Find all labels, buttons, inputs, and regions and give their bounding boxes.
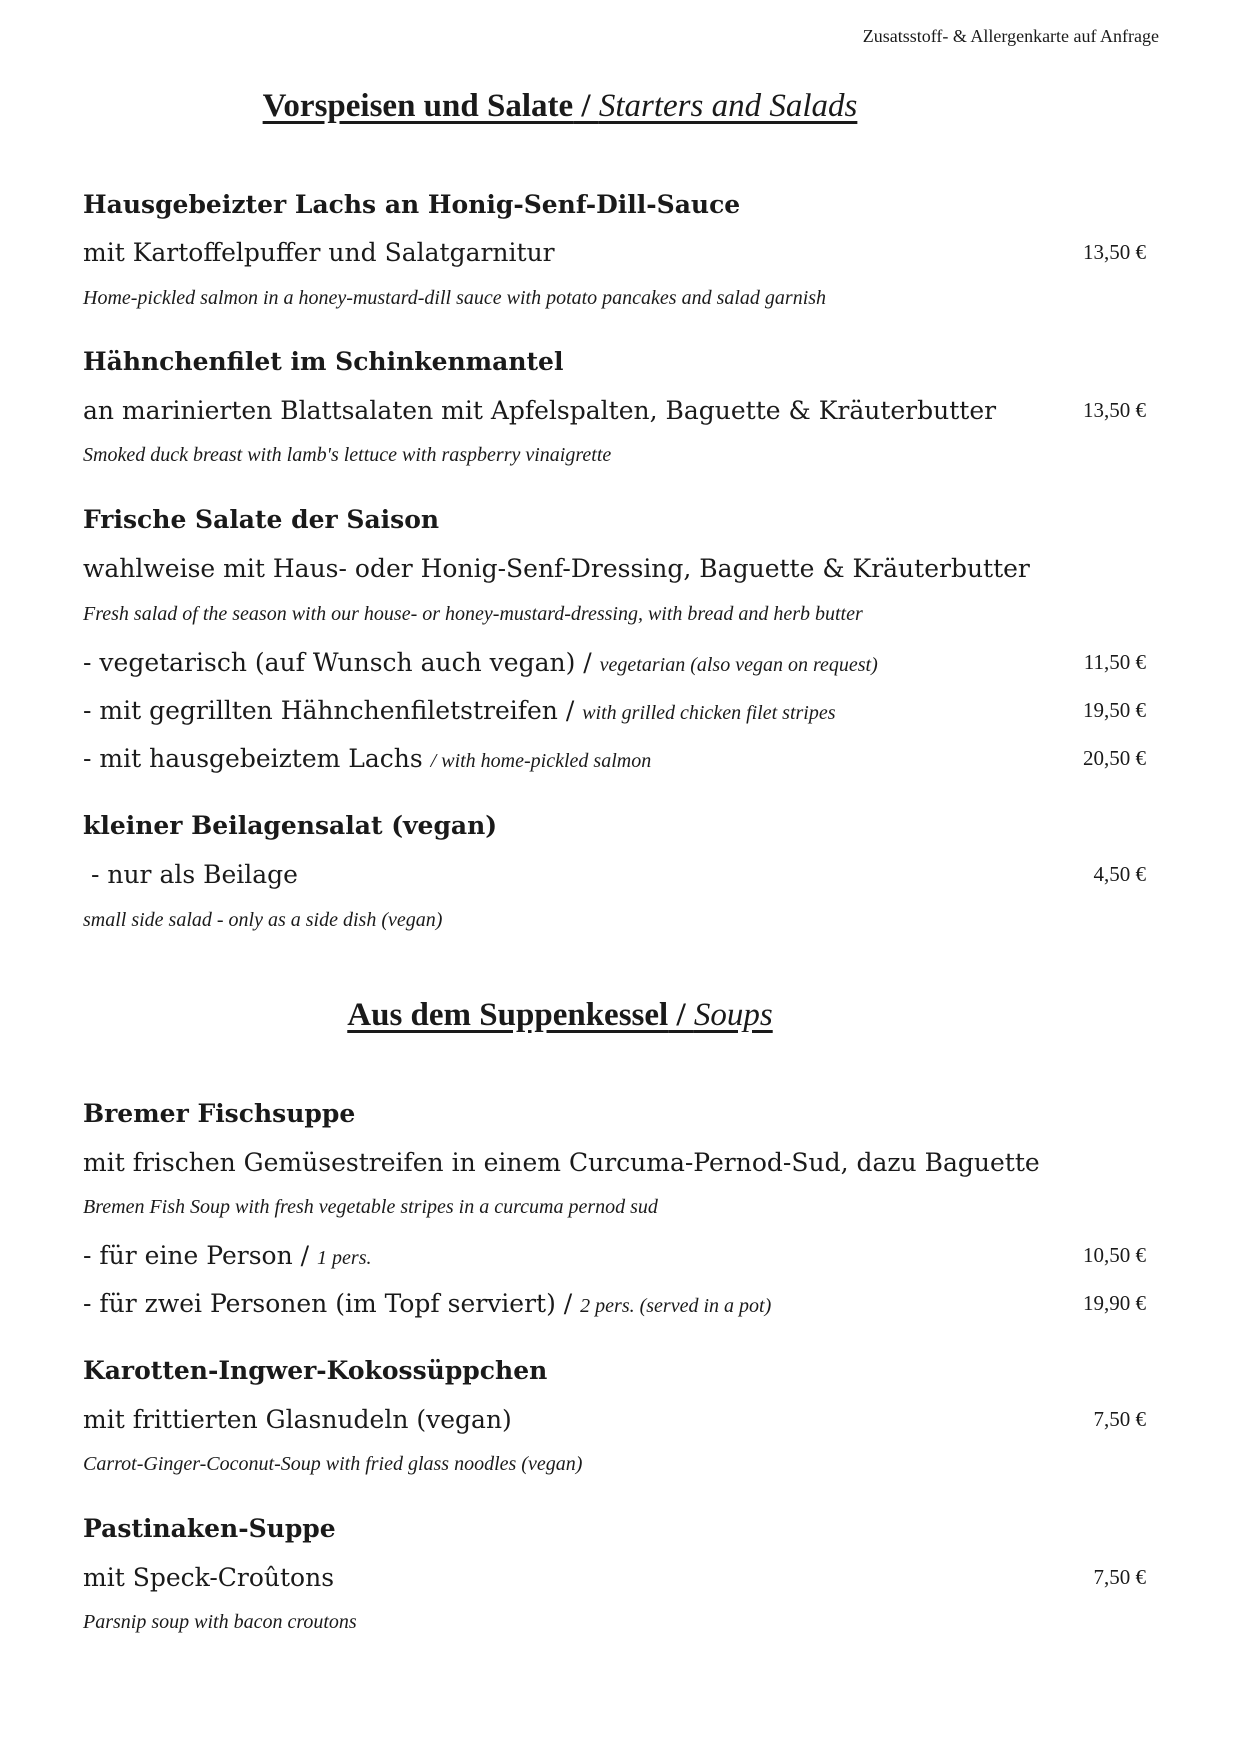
- item-description: mit frischen Gemüsestreifen in einem Curcuma-Pernod-Sud, dazu Baguette: [83, 1148, 1040, 1177]
- item-option: [83, 648, 1158, 677]
- option-de: - mit gegrillten Hähnchenfiletstreifen /: [83, 696, 583, 725]
- allergen-note: Zusatsstoff- & Allergenkarte auf Anfrage: [862, 26, 1159, 46]
- item-desc-text: mit frittierten Glasnudeln (vegan): [83, 1405, 512, 1434]
- item-english: Parsnip soup with bacon croutons: [83, 1611, 357, 1633]
- heading-separator: /: [668, 997, 694, 1033]
- item-title: Pastinaken-Suppe: [83, 1514, 336, 1543]
- option-en: 1 pers.: [317, 1247, 372, 1269]
- item-english: small side salad - only as a side dish (vegan): [83, 909, 443, 931]
- heading-de: Vorspeisen und Salate: [262, 88, 574, 124]
- heading-separator: /: [573, 88, 599, 124]
- section-heading-starters: [0, 88, 1120, 125]
- option-en: with grilled chicken filet stripes: [582, 702, 836, 724]
- item-price: 13,50 €: [1083, 240, 1146, 264]
- item-option: [83, 744, 1158, 773]
- item-english: Home-pickled salmon in a honey-mustard-dill sauce with potato pancakes and salad garnish: [83, 287, 827, 309]
- item-description: [83, 396, 1158, 425]
- option-price: 19,90 €: [1083, 1291, 1146, 1315]
- item-title: Karotten-Ingwer-Kokossüppchen: [83, 1356, 548, 1385]
- item-title: Hähnchenfilet im Schinkenmantel: [83, 347, 564, 376]
- item-price: 13,50 €: [1083, 398, 1146, 422]
- heading-en: Starters and Salads: [598, 88, 858, 124]
- section-heading-soups: [0, 997, 1120, 1034]
- item-option: [83, 1289, 1158, 1318]
- item-english: Carrot-Ginger-Coconut-Soup with fried glass noodles (vegan): [83, 1453, 583, 1475]
- item-desc-text: an marinierten Blattsalaten mit Apfelspalten, Baguette & Kräuterbutter: [83, 396, 997, 425]
- option-de: - für eine Person /: [83, 1241, 318, 1270]
- heading-de: Aus dem Suppenkessel: [347, 997, 669, 1033]
- item-english: Smoked duck breast with lamb's lettuce with raspberry vinaigrette: [83, 444, 612, 466]
- option-price: 11,50 €: [1083, 650, 1146, 674]
- option-de: - für zwei Personen (im Topf serviert) /: [83, 1289, 581, 1318]
- option-de: - mit hausgebeiztem Lachs: [83, 744, 431, 773]
- item-english: Fresh salad of the season with our house- or honey-mustard-dressing, with bread and herb butter: [83, 603, 863, 625]
- item-description: [83, 238, 1158, 267]
- item-desc-text: mit Kartoffelpuffer und Salatgarnitur: [83, 238, 555, 267]
- option-en: 2 pers. (served in a pot): [580, 1295, 772, 1317]
- option-en: vegetarian (also vegan on request): [599, 654, 878, 676]
- item-description: wahlweise mit Haus- oder Honig-Senf-Dressing, Baguette & Kräuterbutter: [83, 554, 1030, 583]
- item-title: Bremer Fischsuppe: [83, 1099, 356, 1128]
- item-option: [83, 1241, 1158, 1270]
- item-description: [83, 1563, 1158, 1592]
- option-de: - vegetarisch (auf Wunsch auch vegan) /: [83, 648, 600, 677]
- item-description: [83, 1405, 1158, 1434]
- option-price: 19,50 €: [1083, 698, 1146, 722]
- item-price: 7,50 €: [1093, 1407, 1146, 1431]
- option-price: 10,50 €: [1083, 1243, 1146, 1267]
- item-desc-text: - nur als Beilage: [83, 860, 298, 889]
- item-description: [83, 860, 1158, 889]
- option-en: / with home-pickled salmon: [430, 750, 652, 772]
- item-price: 7,50 €: [1093, 1565, 1146, 1589]
- item-title: Frische Salate der Saison: [83, 505, 440, 534]
- option-price: 20,50 €: [1083, 746, 1146, 770]
- item-title: Hausgebeizter Lachs an Honig-Senf-Dill-Sauce: [83, 190, 741, 219]
- heading-en: Soups: [693, 997, 773, 1033]
- item-title: kleiner Beilagensalat (vegan): [83, 811, 498, 840]
- item-price: 4,50 €: [1093, 862, 1146, 886]
- item-english: Bremen Fish Soup with fresh vegetable stripes in a curcuma pernod sud: [83, 1196, 658, 1218]
- item-option: [83, 696, 1158, 725]
- item-desc-text: mit Speck-Croûtons: [83, 1563, 335, 1592]
